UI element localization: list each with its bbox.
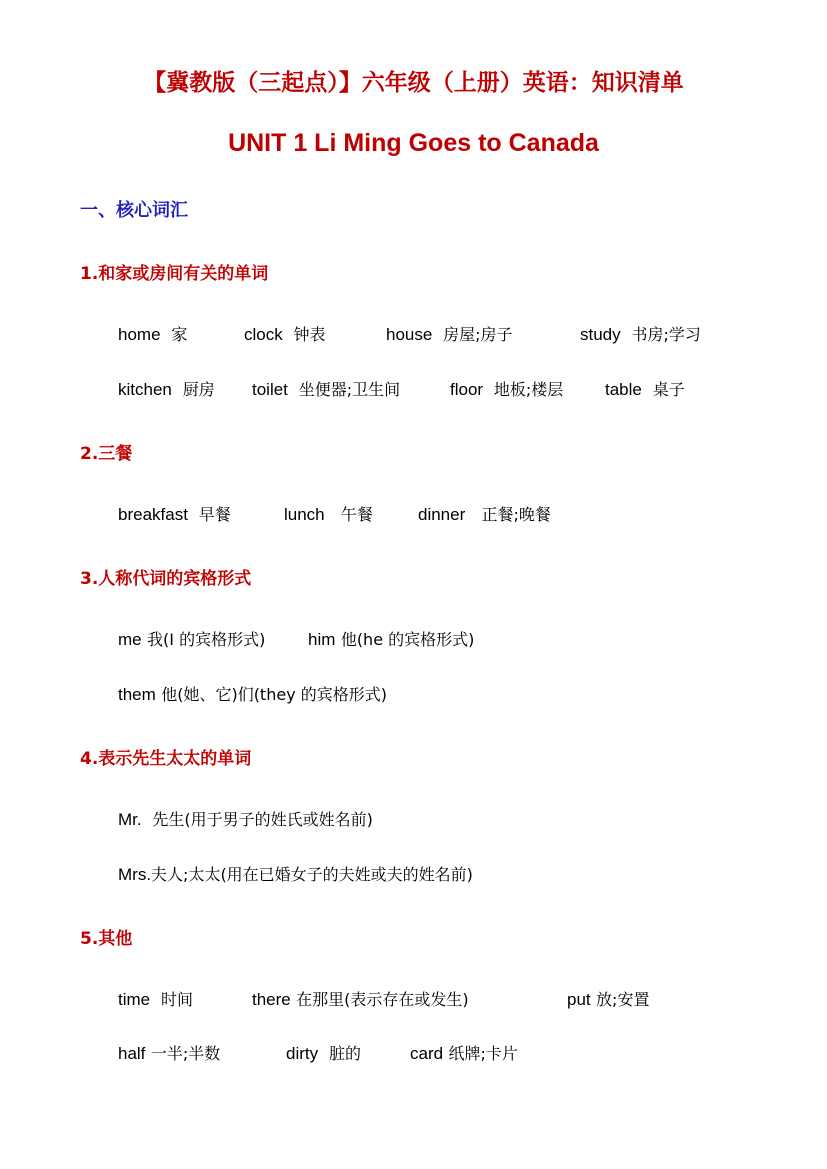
word-zh: 坐便器;卫生间 <box>298 380 401 399</box>
vocab-item <box>252 377 400 400</box>
word-zh: 书房;学习 <box>631 325 701 344</box>
word-en: kitchen <box>118 380 172 399</box>
group-heading-meals: 2.三餐 <box>80 444 133 464</box>
vocab-item <box>118 807 373 830</box>
vocab-item <box>244 322 326 345</box>
group-heading-others: 5.其他 <box>80 929 133 949</box>
group-heading-pronouns: 3.人称代词的宾格形式 <box>80 569 252 589</box>
document-title: 【冀教版（三起点）】六年级（上册）英语：知识清单 <box>143 69 684 96</box>
vocab-item <box>118 322 187 345</box>
word-en: lunch <box>284 505 325 524</box>
vocab-item <box>118 627 265 650</box>
word-en: Mr. <box>118 810 142 829</box>
word-en: Mrs. <box>118 865 152 884</box>
word-zh: 家 <box>171 325 188 344</box>
word-en: breakfast <box>118 505 188 524</box>
word-zh: 先生(用于男子的姓氏或姓名前) <box>152 810 373 829</box>
word-en: them <box>118 685 156 704</box>
vocab-item <box>118 1041 220 1064</box>
group-heading-home: 1.和家或房间有关的单词 <box>80 264 269 284</box>
word-zh: 正餐;晚餐 <box>481 505 551 524</box>
word-zh: 我(I 的宾格形式) <box>147 630 266 649</box>
vocab-item <box>284 502 373 525</box>
word-zh: 纸牌;卡片 <box>448 1044 518 1063</box>
word-en: dirty <box>286 1044 319 1063</box>
word-zh: 早餐 <box>198 505 231 524</box>
word-en: toilet <box>252 380 288 399</box>
word-en: house <box>386 325 433 344</box>
vocab-item <box>567 987 649 1010</box>
unit-title: UNIT 1 Li Ming Goes to Canada <box>228 129 599 157</box>
word-en: clock <box>244 325 283 344</box>
section-title: 一、核心词汇 <box>80 200 188 221</box>
word-zh: 时间 <box>160 990 193 1009</box>
word-en: dinner <box>418 505 466 524</box>
word-zh: 午餐 <box>340 505 373 524</box>
word-zh: 厨房 <box>182 380 215 399</box>
word-zh: 夫人;太太(用在已婚女子的夫姓或夫的姓名前) <box>151 865 473 884</box>
word-en: there <box>252 990 291 1009</box>
vocab-item <box>118 682 387 705</box>
vocab-item <box>410 1041 518 1064</box>
word-en: time <box>118 990 151 1009</box>
word-zh: 桌子 <box>652 380 685 399</box>
word-en: study <box>580 325 621 344</box>
word-zh: 钟表 <box>293 325 326 344</box>
word-zh: 一半;半数 <box>150 1044 221 1063</box>
word-en: half <box>118 1044 146 1063</box>
vocab-item <box>605 377 685 400</box>
word-en: card <box>410 1044 444 1063</box>
word-zh: 放;安置 <box>596 990 650 1009</box>
vocab-item <box>252 987 469 1010</box>
word-zh: 地板;楼层 <box>493 380 564 399</box>
vocab-item <box>118 862 473 885</box>
word-zh: 他(她、它)们(they 的宾格形式) <box>161 685 387 704</box>
vocab-item <box>118 987 193 1010</box>
word-en: floor <box>450 380 484 399</box>
word-zh: 在那里(表示存在或发生) <box>296 990 469 1009</box>
word-zh: 他(he 的宾格形式) <box>340 630 475 649</box>
vocab-item <box>450 377 563 400</box>
word-en: table <box>605 380 642 399</box>
vocab-item <box>386 322 513 345</box>
vocab-item <box>580 322 701 345</box>
word-zh: 房屋;房子 <box>443 325 513 344</box>
word-en: home <box>118 325 161 344</box>
group-heading-titles: 4.表示先生太太的单词 <box>80 749 252 769</box>
vocab-item <box>418 502 551 525</box>
word-en: put <box>567 990 591 1009</box>
vocab-item <box>308 627 474 650</box>
vocab-item <box>118 377 215 400</box>
vocab-item <box>286 1041 361 1064</box>
word-en: him <box>308 630 336 649</box>
word-en: me <box>118 630 142 649</box>
vocab-item <box>118 502 231 525</box>
word-zh: 脏的 <box>328 1044 361 1063</box>
